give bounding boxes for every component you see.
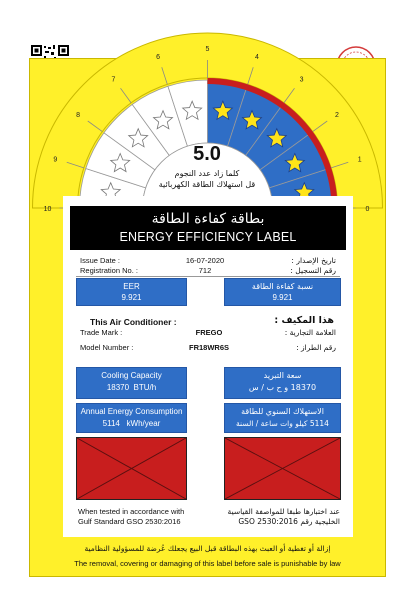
consumption-label-ar: الاستهلاك السنوي للطاقة [241, 407, 324, 416]
rating-value: 5.0 [193, 143, 221, 165]
issue-date-value: 16-07-2020 [185, 256, 225, 265]
footer-warning-ar: إزالة أو تغطية أو العبث بهذه البطاقة قبل البيع يجعلك عُرضة للمسؤولية النظامية [84, 544, 331, 553]
placeholder-image-left [76, 437, 187, 500]
eer-box-ar [224, 278, 341, 306]
scale-label: 1 [357, 156, 362, 164]
device-heading-ar: هذا المكيف : [274, 315, 334, 326]
scale-label: 0 [365, 206, 370, 213]
scale-label: 6 [156, 53, 161, 61]
eer-label-ar: نسبة كفاءة الطاقة [251, 282, 314, 291]
consumption-box-ar [224, 403, 341, 433]
cooling-unit: BTU/h [133, 383, 157, 392]
cooling-value: 18370 [106, 383, 130, 392]
eer-label: EER [123, 282, 140, 291]
device-heading: This Air Conditioner : [90, 317, 177, 327]
consumption-label: Annual Energy Consumption [80, 407, 183, 416]
scale-label: 4 [254, 53, 259, 61]
model-value: FR18WR6S [188, 343, 229, 352]
trade-mark-label-ar: العلامة التجارية : [284, 328, 336, 337]
rating-note-1: كلما زاد عدد النجوم [174, 169, 240, 178]
scale-label: 10 [43, 206, 52, 213]
eer-value-ar: 9.921 [272, 293, 293, 302]
issue-date-label-ar: تاريخ الإصدار : [291, 256, 336, 265]
cooling-label: Cooling Capacity [101, 371, 162, 380]
registration-label: Registration No. : [80, 266, 138, 275]
standard-line2-en: Gulf Standard GSO 2530:2016 [78, 517, 181, 526]
cooling-reading [77, 383, 186, 392]
issue-date-label: Issue Date : [80, 256, 121, 265]
cooling-box-ar [224, 367, 341, 399]
standard-text-ar [210, 507, 340, 527]
divider [76, 276, 340, 277]
consumption-value: 5114 [102, 419, 120, 428]
scale-label: 3 [299, 76, 304, 84]
title-band [70, 206, 346, 250]
consumption-value-ar: 5114 كيلو وات ساعة / السنة [236, 419, 329, 428]
scale-label: 2 [334, 111, 339, 119]
scale-label: 9 [53, 156, 58, 164]
standard-line1-ar: عند اختبارها طبقا للمواصفة القياسية [227, 507, 340, 516]
cooling-value-ar: 18370 و ح ب / س [248, 383, 317, 392]
registration-label-ar: رقم التسجيل : [290, 266, 336, 275]
standard-line2-ar: الخليجية رقم GSO 2530:2016 [238, 517, 340, 526]
consumption-unit: kWh/year [126, 419, 161, 428]
title-english: ENERGY EFFICIENCY LABEL [119, 230, 297, 244]
scale-label: 8 [76, 111, 81, 119]
cooling-box [76, 367, 187, 399]
eer-value: 9.921 [121, 293, 142, 302]
rating-note-2: قل استهلاك الطاقة الكهربائية [158, 180, 256, 189]
model-label-ar: رقم الطراز : [296, 343, 336, 352]
footer-warning-en: The removal, covering or damaging of this label before sale is punishable by law [74, 559, 341, 568]
consumption-box [76, 403, 187, 433]
standard-line1-en: When tested in accordance with [78, 507, 185, 516]
title-arabic: بطاقة كفاءة الطاقة [151, 211, 265, 227]
cooling-label-ar: سعة التبريد [263, 371, 302, 380]
model-label: Model Number : [80, 343, 134, 352]
placeholder-image-right [224, 437, 341, 500]
consumption-reading [77, 419, 186, 428]
trade-mark-label: Trade Mark : [80, 328, 123, 337]
rating-block [150, 143, 264, 189]
eer-box [76, 278, 187, 306]
scale-label: 5 [205, 46, 210, 53]
scale-label: 7 [111, 76, 116, 84]
registration-value: 712 [198, 266, 212, 275]
standard-text-en [78, 507, 184, 527]
trade-mark-value: FREGO [195, 328, 223, 337]
